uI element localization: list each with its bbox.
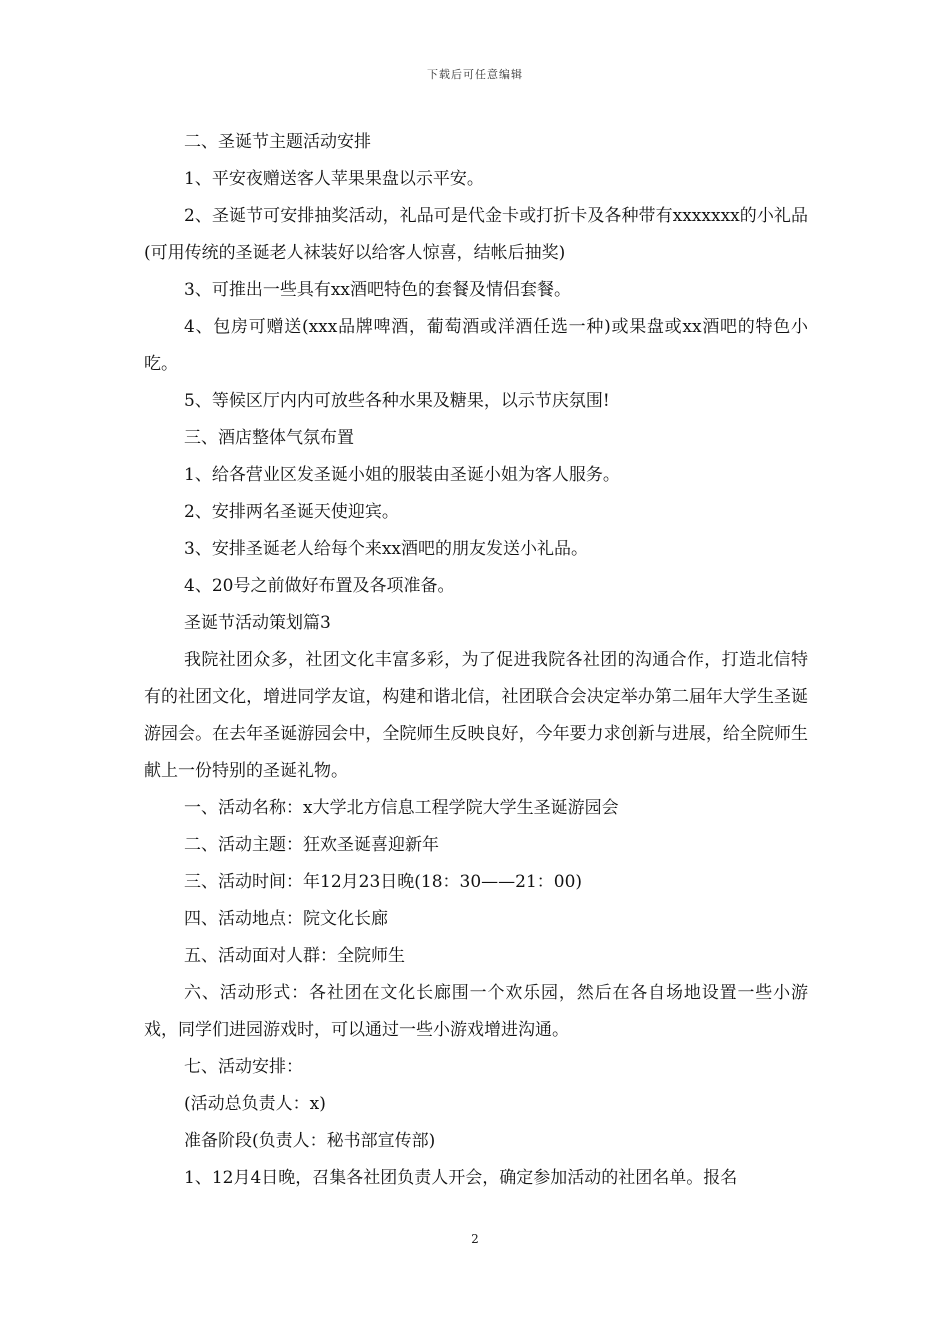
paragraph: 三、活动时间：年12月23日晚(18：30——21：00) — [184, 872, 583, 892]
paragraph: 六、活动形式：各社团在文化长廊围一个欢乐园，然后在各自场地设置一些小游戏，同学们进园游戏时，可以通过一些小游戏增进沟通。 — [144, 983, 808, 1040]
paragraph: 二、活动主题：狂欢圣诞喜迎新年 — [184, 835, 439, 855]
page-number: 2 — [471, 1232, 479, 1246]
section-heading: 二、圣诞节主题活动安排 — [184, 132, 371, 152]
section-heading: 三、酒店整体气氛布置 — [184, 428, 354, 448]
paragraph: 4、包房可赠送(xxx品牌啤酒，葡萄酒或洋酒任选一种)或果盘或xx酒吧的特色小吃。 — [144, 317, 808, 374]
paragraph: 5、等候区厅内内可放些各种水果及糖果，以示节庆氛围! — [184, 391, 610, 411]
paragraph: 1、12月4日晚，召集各社团负责人开会，确定参加活动的社团名单。报名 — [184, 1168, 738, 1188]
paragraph: 3、安排圣诞老人给每个来xx酒吧的朋友发送小礼品。 — [184, 539, 588, 559]
paragraph: 2、圣诞节可安排抽奖活动，礼品可是代金卡或打折卡及各种带有xxxxxxx的小礼品(可用传统的圣诞老人袜装好以给客人惊喜，结帐后抽奖) — [144, 206, 808, 263]
paragraph: 1、平安夜赠送客人苹果果盘以示平安。 — [184, 169, 484, 189]
paragraph: 一、活动名称：x大学北方信息工程学院大学生圣诞游园会 — [184, 798, 619, 818]
section-title: 圣诞节活动策划篇3 — [184, 613, 331, 633]
paragraph: 3、可推出一些具有xx酒吧特色的套餐及情侣套餐。 — [184, 280, 571, 300]
paragraph: 我院社团众多，社团文化丰富多彩，为了促进我院各社团的沟通合作，打造北信特有的社团文化，增进同学友谊，构建和谐北信，社团联合会决定举办第二届年大学生圣诞游园会。在去年圣诞游园会中，全院师生反映良好，今年要力求创新与进展，给全院师生献上一份特别的圣诞礼物。 — [144, 650, 808, 781]
paragraph: 4、20号之前做好布置及各项准备。 — [184, 576, 455, 596]
paragraph: 1、给各营业区发圣诞小姐的服装由圣诞小姐为客人服务。 — [184, 465, 620, 485]
paragraph: 七、活动安排： — [184, 1057, 303, 1077]
paragraph: 准备阶段(负责人：秘书部宣传部) — [184, 1131, 436, 1151]
paragraph: (活动总负责人：x) — [184, 1094, 326, 1114]
page-header: 下载后可任意编辑 — [427, 68, 523, 81]
paragraph: 2、安排两名圣诞天使迎宾。 — [184, 502, 399, 522]
document-body — [144, 124, 808, 1197]
paragraph: 四、活动地点：院文化长廊 — [184, 909, 388, 929]
paragraph: 五、活动面对人群：全院师生 — [184, 946, 405, 966]
